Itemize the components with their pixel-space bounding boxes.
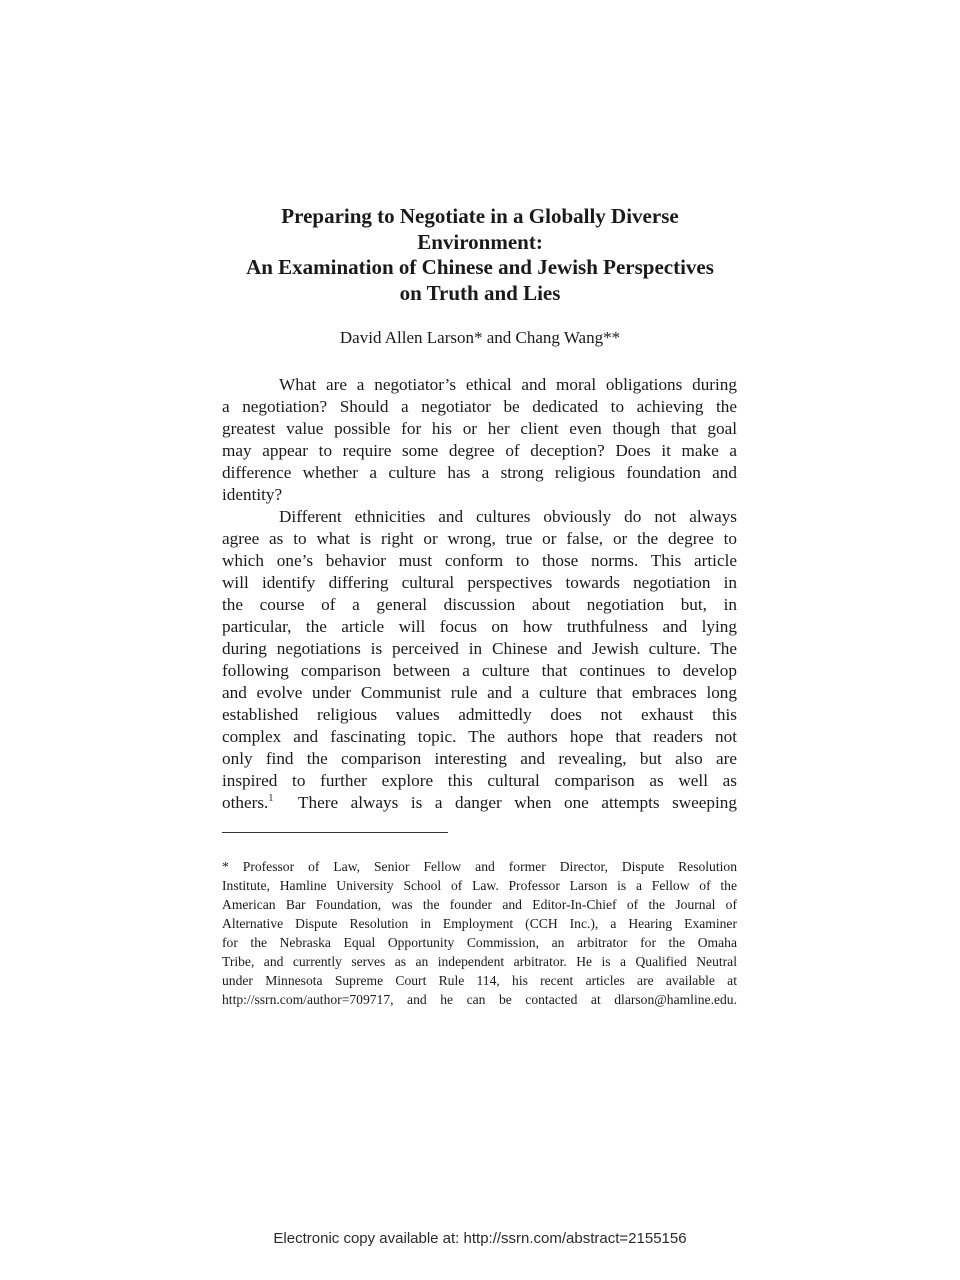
text-line: agree as to what is right or wrong, true or false, or the degree to [222, 529, 737, 548]
text-line: particular, the article will focus on how truthfulness and lying [222, 617, 737, 636]
text-line-with-footnote [222, 792, 737, 814]
text-line: only find the comparison interesting and revealing, but also are [222, 749, 737, 768]
footnote-line: Institute, Hamline University School of Law. Professor Larson is a Fellow of the [222, 878, 737, 893]
text-line: inspired to further explore this cultural comparison as well as [222, 771, 737, 790]
text-line: greatest value possible for his or her client even though that goal [222, 419, 737, 438]
footnote-line: American Bar Foundation, was the founder and Editor-In-Chief of the Journal of [222, 897, 737, 912]
text-line: will identify differing cultural perspectives towards negotiation in [222, 573, 737, 592]
footnote-line: Tribe, and currently serves as an independent arbitrator. He is a Qualified Neutral [222, 954, 737, 969]
ssrn-footer: Electronic copy available at: http://ssrn.com/abstract=2155156 [273, 1230, 687, 1247]
text-fragment: others. [222, 793, 269, 812]
text-line: Different ethnicities and cultures obviously do not always [279, 507, 737, 526]
text-line: the course of a general discussion about negotiation but, in [222, 595, 737, 614]
footnote [222, 857, 737, 1009]
text-line: difference whether a culture has a strong religious foundation and [222, 463, 737, 482]
title-line: Environment: [417, 229, 543, 254]
footnote-line: for the Nebraska Equal Opportunity Commission, an arbitrator for the Omaha [222, 935, 737, 950]
text-line: established religious values admittedly does not exhaust this [222, 705, 737, 724]
body-text [222, 374, 737, 814]
footnote-line: * Professor of Law, Senior Fellow and former Director, Dispute Resolution [222, 859, 737, 874]
footnote-line: Alternative Dispute Resolution in Employment (CCH Inc.), a Hearing Examiner [222, 916, 737, 931]
text-line: What are a negotiator’s ethical and moral obligations during [279, 375, 737, 394]
footnote-line: under Minnesota Supreme Court Rule 114, his recent articles are available at [222, 973, 737, 988]
title-line: on Truth and Lies [399, 280, 561, 305]
text-line: may appear to require some degree of deception? Does it make a [222, 441, 737, 460]
text-line: complex and fascinating topic. The authors hope that readers not [222, 727, 737, 746]
title-line: An Examination of Chinese and Jewish Perspectives [246, 255, 714, 279]
paragraph-1 [222, 374, 737, 506]
footnote-reference[interactable]: 1 [268, 793, 274, 804]
text-line: which one’s behavior must conform to those norms. This article [222, 551, 737, 570]
text-line: and evolve under Communist rule and a culture that embraces long [222, 683, 737, 702]
paper-title [200, 204, 760, 306]
author-line: David Allen Larson* and Chang Wang** [339, 328, 621, 347]
text-fragment: There always is a danger when one attempts sweeping [273, 793, 737, 812]
text-line: identity? [222, 485, 283, 504]
text-line: following comparison between a culture that continues to develop [222, 661, 737, 680]
text-line: during negotiations is perceived in Chinese and Jewish culture. The [222, 639, 737, 658]
footnote-line: http://ssrn.com/author=709717, and he can be contacted at dlarson@hamline.edu. [222, 992, 737, 1007]
title-line: Preparing to Negotiate in a Globally Diverse [281, 204, 679, 228]
text-line: a negotiation? Should a negotiator be dedicated to achieving the [222, 397, 737, 416]
paragraph-2 [222, 506, 737, 814]
footnote-divider [222, 832, 448, 833]
